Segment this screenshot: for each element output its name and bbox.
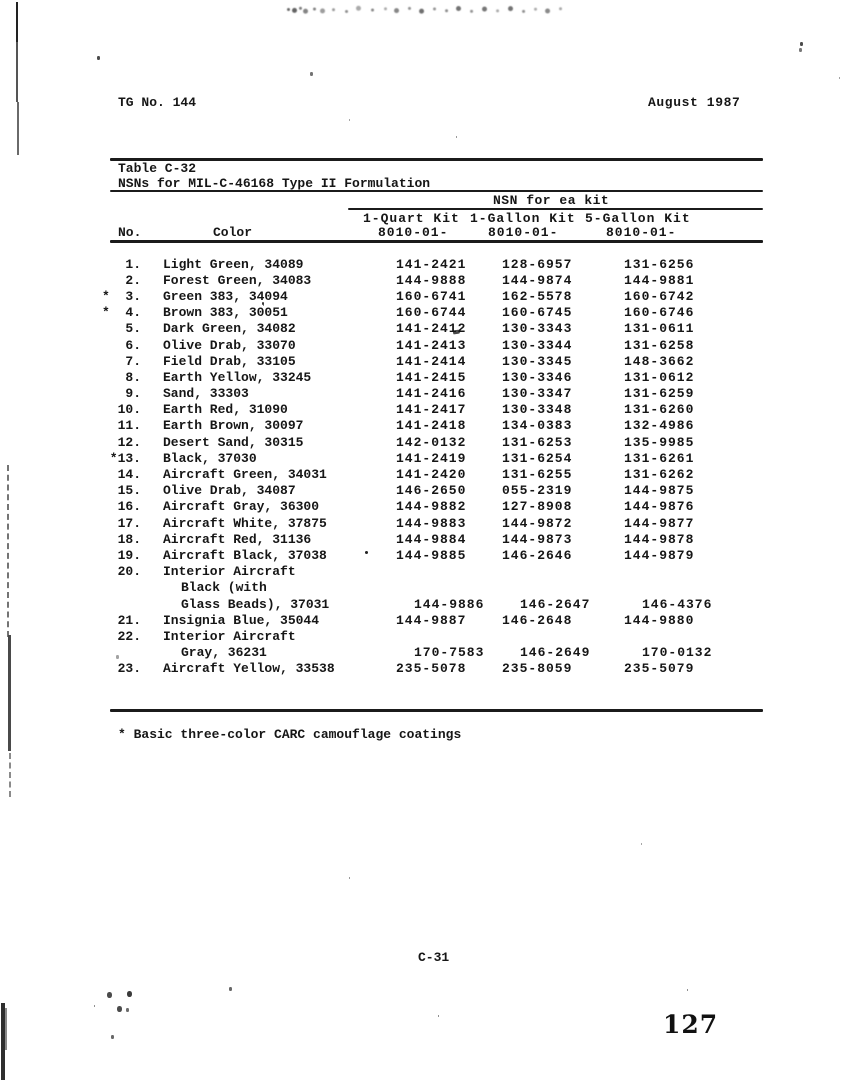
row-color-name: Olive Drab, 34087 <box>163 483 296 499</box>
table-bottom-rule <box>110 709 763 712</box>
row-number: 10. <box>117 402 141 418</box>
row-nsn-quart: 141-2419 <box>396 450 467 466</box>
row-nsn-5gallon: 131-6259 <box>624 386 695 402</box>
column-header-gallon-kit: 1-Gallon Kit <box>470 211 576 226</box>
row-nsn-quart: 141-2417 <box>396 402 467 418</box>
table-row-line <box>0 288 864 304</box>
row-number: 5. <box>125 321 141 337</box>
row-number: 6. <box>125 337 141 353</box>
column-header-color: Color <box>213 225 253 240</box>
row-nsn-5gallon: 148-3662 <box>624 353 695 369</box>
row-nsn-5gallon: 235-5079 <box>624 661 695 677</box>
row-number: 8. <box>125 369 141 385</box>
row-nsn-5gallon: 131-6261 <box>624 450 695 466</box>
row-nsn-5gallon: 144-9876 <box>624 499 695 515</box>
row-nsn-gallon: 131-6253 <box>502 434 573 450</box>
row-nsn-gallon: 144-9872 <box>502 515 573 531</box>
row-nsn-gallon: 131-6254 <box>502 450 573 466</box>
row-color-name: Field Drab, 33105 <box>163 353 296 369</box>
row-nsn-5gallon: 144-9875 <box>624 483 695 499</box>
row-nsn-quart: 141-2420 <box>396 467 467 483</box>
row-nsn-gallon: 128-6957 <box>502 256 573 272</box>
row-nsn-gallon: 130-3344 <box>502 337 573 353</box>
row-number: 7. <box>125 353 141 369</box>
table-row-line <box>0 272 864 288</box>
row-color-name: Desert Sand, 30315 <box>163 434 304 450</box>
row-number: 21. <box>117 612 141 628</box>
section-page-label: C-31 <box>418 950 450 965</box>
scan-edge-line <box>5 1008 7 1050</box>
row-color-name: Gray, 36231 <box>181 645 267 661</box>
table-row-line <box>0 466 864 482</box>
row-nsn-quart: 160-6744 <box>396 305 467 321</box>
row-nsn-5gallon: 131-6260 <box>624 402 695 418</box>
row-nsn-quart: 144-9887 <box>396 612 467 628</box>
row-number: 15. <box>117 483 141 499</box>
table-body <box>0 256 864 677</box>
row-nsn-5gallon: 144-9880 <box>624 612 695 628</box>
row-nsn-gallon: 146-2648 <box>502 612 573 628</box>
row-color-name: Black (with <box>181 580 267 596</box>
scan-speck-artifacts <box>97 56 100 60</box>
row-nsn-5gallon: 160-6742 <box>624 288 695 304</box>
row-nsn-quart: 141-2418 <box>396 418 467 434</box>
row-nsn-quart: 170-7583 <box>414 645 485 661</box>
row-nsn-quart: 144-9884 <box>396 531 467 547</box>
row-color-name: Aircraft Yellow, 33538 <box>163 661 335 677</box>
table-row-line <box>0 499 864 515</box>
table-row-line <box>0 418 864 434</box>
row-nsn-quart: 141-2414 <box>396 353 467 369</box>
row-number: 11. <box>117 418 141 434</box>
row-nsn-quart: 144-9883 <box>396 515 467 531</box>
row-nsn-gallon: 055-2319 <box>502 483 573 499</box>
row-nsn-gallon: 144-9874 <box>502 272 573 288</box>
row-color-name: Aircraft White, 37875 <box>163 515 327 531</box>
row-number: 9. <box>125 386 141 402</box>
nsn-prefix-5gallon: 8010-01- <box>606 225 677 240</box>
row-number: 1. <box>125 256 141 272</box>
row-color-name: Forest Green, 34083 <box>163 272 312 288</box>
row-color-name: Aircraft Green, 34031 <box>163 467 327 483</box>
row-nsn-5gallon: 131-6256 <box>624 256 695 272</box>
row-nsn-gallon: 130-3347 <box>502 386 573 402</box>
table-title-line1: Table C-32 <box>118 161 197 176</box>
table-row-line <box>0 645 864 661</box>
table-row-line <box>0 531 864 547</box>
row-number: *13. <box>109 450 141 466</box>
scan-edge-line <box>16 42 18 102</box>
row-number: 2. <box>125 272 141 288</box>
row-nsn-5gallon: 144-9877 <box>624 515 695 531</box>
row-nsn-gallon: 130-3348 <box>502 402 573 418</box>
row-nsn-gallon: 146-2646 <box>502 547 573 563</box>
row-color-name: Glass Beads), 37031 <box>181 596 330 612</box>
row-color-name: Black, 37030 <box>163 450 257 466</box>
row-nsn-5gallon: 170-0132 <box>642 645 713 661</box>
table-row-line <box>0 483 864 499</box>
row-nsn-gallon: 127-8908 <box>502 499 573 515</box>
row-nsn-5gallon: 160-6746 <box>624 305 695 321</box>
document-date: August 1987 <box>648 95 741 110</box>
row-number: 14. <box>117 467 141 483</box>
nsn-group-underline-rule <box>348 208 763 210</box>
table-row-line <box>0 369 864 385</box>
row-color-name: Aircraft Gray, 36300 <box>163 499 320 515</box>
row-nsn-quart: 142-0132 <box>396 434 467 450</box>
row-color-name: Earth Yellow, 33245 <box>163 369 312 385</box>
row-number: * 3. <box>101 288 141 304</box>
nsn-group-header: NSN for ea kit <box>493 193 610 208</box>
table-row-line <box>0 402 864 418</box>
nsn-prefix-quart: 8010-01- <box>378 225 449 240</box>
row-number: 12. <box>117 434 141 450</box>
row-color-name: Interior Aircraft <box>163 628 296 644</box>
table-row-line <box>0 596 864 612</box>
table-row-line <box>0 386 864 402</box>
row-nsn-quart: 141-2412 <box>396 321 467 337</box>
row-nsn-5gallon: 131-6262 <box>624 467 695 483</box>
row-nsn-quart: 144-9885 <box>396 547 467 563</box>
row-color-name: Green 383, 34094 <box>163 288 288 304</box>
table-row-line <box>0 628 864 644</box>
row-nsn-5gallon: 131-6258 <box>624 337 695 353</box>
table-row-line <box>0 353 864 369</box>
row-nsn-gallon: 130-3346 <box>502 369 573 385</box>
row-color-name: Dark Green, 34082 <box>163 321 296 337</box>
table-header-rule <box>110 240 763 243</box>
row-nsn-quart: 146-2650 <box>396 483 467 499</box>
table-row-line <box>0 434 864 450</box>
row-color-name: Interior Aircraft <box>163 564 296 580</box>
row-color-name: Insignia Blue, 35044 <box>163 612 320 628</box>
row-nsn-quart: 141-2421 <box>396 256 467 272</box>
row-number: 23. <box>117 661 141 677</box>
table-row-line <box>0 515 864 531</box>
row-nsn-quart: 141-2415 <box>396 369 467 385</box>
row-nsn-gallon: 130-3343 <box>502 321 573 337</box>
row-number: 16. <box>117 499 141 515</box>
row-number: 17. <box>117 515 141 531</box>
table-row-line <box>0 337 864 353</box>
row-nsn-5gallon: 135-9985 <box>624 434 695 450</box>
row-nsn-5gallon: 131-0612 <box>624 369 695 385</box>
scan-edge-line <box>16 2 18 42</box>
row-nsn-5gallon: 144-9881 <box>624 272 695 288</box>
row-nsn-quart: 141-2413 <box>396 337 467 353</box>
row-color-name: Earth Red, 31090 <box>163 402 288 418</box>
row-number: 22. <box>117 628 141 644</box>
row-nsn-5gallon: 132-4986 <box>624 418 695 434</box>
table-row-line <box>0 256 864 272</box>
row-nsn-5gallon: 131-0611 <box>624 321 695 337</box>
row-nsn-quart: 144-9888 <box>396 272 467 288</box>
row-color-name: Sand, 33303 <box>163 386 249 402</box>
table-row-line <box>0 580 864 596</box>
table-top-rule <box>110 158 763 161</box>
footnote: * Basic three-color CARC camouflage coatings <box>118 727 462 742</box>
scan-edge-line <box>17 102 19 155</box>
row-color-name: Light Green, 34089 <box>163 256 304 272</box>
table-row-line <box>0 321 864 337</box>
table-row-line <box>0 564 864 580</box>
row-nsn-gallon: 131-6255 <box>502 467 573 483</box>
table-row-line <box>0 612 864 628</box>
row-number: 20. <box>117 564 141 580</box>
row-nsn-quart: 235-5078 <box>396 661 467 677</box>
column-header-quart-kit: 1-Quart Kit <box>363 211 460 226</box>
row-nsn-quart: 144-9882 <box>396 499 467 515</box>
page-number: 127 <box>663 1010 719 1039</box>
row-color-name: Brown 383, 30051 <box>163 305 288 321</box>
column-header-no: No. <box>118 225 142 240</box>
row-nsn-gallon: 144-9873 <box>502 531 573 547</box>
row-nsn-gallon: 160-6745 <box>502 305 573 321</box>
row-nsn-quart: 144-9886 <box>414 596 485 612</box>
row-nsn-gallon: 162-5578 <box>502 288 573 304</box>
row-nsn-quart: 141-2416 <box>396 386 467 402</box>
table-row-line <box>0 305 864 321</box>
nsn-prefix-gallon: 8010-01- <box>488 225 559 240</box>
row-nsn-gallon: 130-3345 <box>502 353 573 369</box>
scan-smudge-artifact <box>287 8 290 11</box>
row-nsn-quart: 160-6741 <box>396 288 467 304</box>
table-row-line <box>0 450 864 466</box>
scan-edge-line <box>9 753 11 797</box>
row-color-name: Olive Drab, 33070 <box>163 337 296 353</box>
row-color-name: Aircraft Black, 37038 <box>163 547 327 563</box>
row-number: * 4. <box>101 305 141 321</box>
row-nsn-gallon: 235-8059 <box>502 661 573 677</box>
row-number: 18. <box>117 531 141 547</box>
column-header-5gallon-kit: 5-Gallon Kit <box>585 211 691 226</box>
table-row-line <box>0 547 864 563</box>
table-title-line2: NSNs for MIL-C-46168 Type II Formulation <box>118 176 431 191</box>
row-color-name: Aircraft Red, 31136 <box>163 531 312 547</box>
row-nsn-gallon: 146-2649 <box>520 645 591 661</box>
row-color-name: Earth Brown, 30097 <box>163 418 304 434</box>
row-nsn-5gallon: 146-4376 <box>642 596 713 612</box>
row-nsn-gallon: 146-2647 <box>520 596 591 612</box>
row-number: 19. <box>117 547 141 563</box>
table-row-line <box>0 661 864 677</box>
row-nsn-5gallon: 144-9879 <box>624 547 695 563</box>
row-nsn-5gallon: 144-9878 <box>624 531 695 547</box>
row-nsn-gallon: 134-0383 <box>502 418 573 434</box>
document-number: TG No. 144 <box>118 95 197 110</box>
